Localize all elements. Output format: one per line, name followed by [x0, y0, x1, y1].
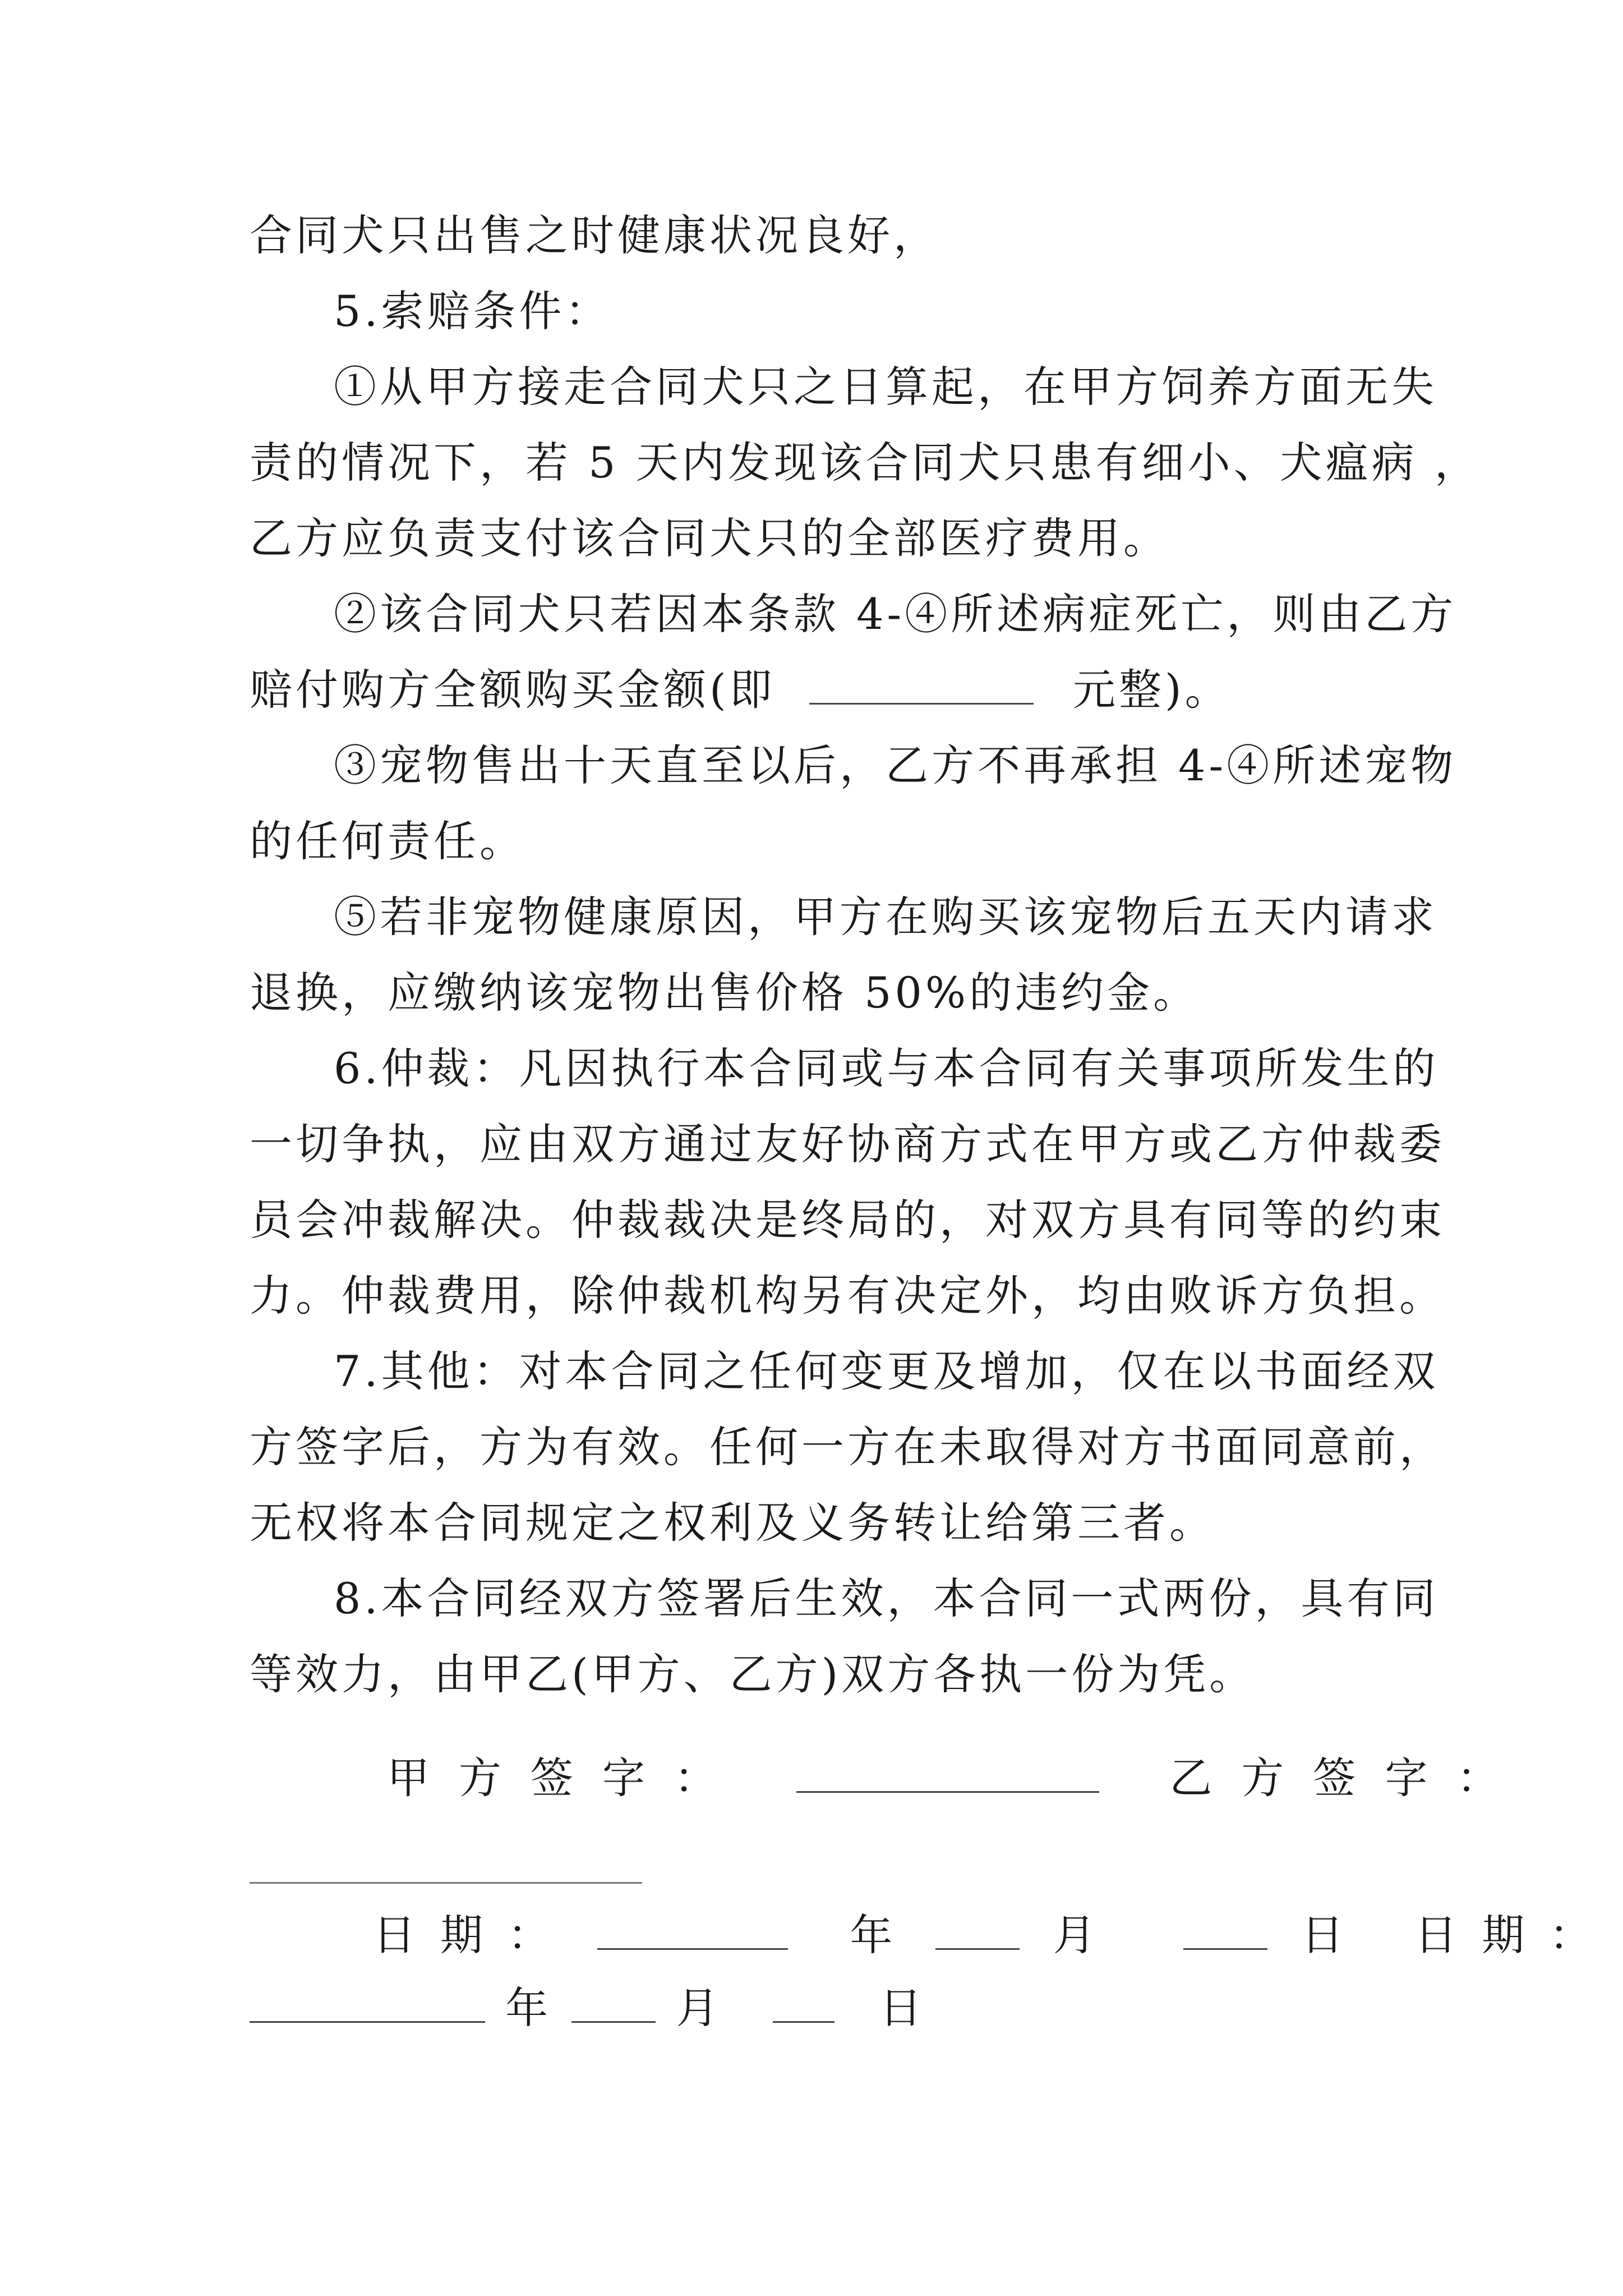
- paragraph-line: 责的情况下，若 5 天内发现该合同犬只患有细小、犬瘟病 ，: [250, 438, 1481, 487]
- paragraph-line: 的任何责任。: [250, 816, 525, 866]
- clause-7-line: 7.其他：对本合同之任何变更及增加，仅在以书面经双: [334, 1346, 1439, 1396]
- paragraph-line: ⑤若非宠物健康原因，甲方在购买该宠物后五天内请求: [334, 892, 1437, 942]
- paragraph-line: 无权将本合同规定之权利及义务转让给第三者。: [250, 1498, 1215, 1548]
- paragraph-line: 员会冲裁解决。仲裁裁决是终局的，对双方具有同等的约束: [250, 1195, 1445, 1245]
- paragraph-text: 赔付购方全额购买金额(即: [250, 665, 776, 715]
- paragraph-line: 乙方应负责支付该合同犬只的全部医疗费用。: [250, 513, 1169, 563]
- clause-6-line: 6.仲裁：凡因执行本合同或与本合同有关事项所发生的: [334, 1043, 1439, 1093]
- date-line-b: [250, 1980, 925, 2036]
- date-line: [373, 1907, 1616, 1963]
- month-label: 月: [676, 1983, 722, 2033]
- signature-line: [387, 1750, 1528, 1806]
- paragraph-line: 等效力，由甲乙(甲方、乙方)双方各执一份为凭。: [250, 1649, 1256, 1699]
- day-blank: [773, 1986, 834, 2023]
- party-b-signature-blank: [250, 1882, 642, 1884]
- month-blank: [935, 1913, 1020, 1950]
- paragraph-line: 退换，应缴纳该宠物出售价格 50%的违约金。: [250, 968, 1200, 1018]
- paragraph-line: ②该合同犬只若因本条款 4-④所述病症死亡，则由乙方: [334, 589, 1457, 639]
- month-blank: [571, 1986, 656, 2023]
- party-b-date-label: 日期：: [1414, 1910, 1617, 1960]
- month-label: 月: [1053, 1910, 1099, 1960]
- amount-blank: [809, 668, 1034, 705]
- paragraph-line: 力。仲裁费用，除仲裁机构另有决定外，均由败诉方负担。: [250, 1271, 1445, 1320]
- party-b-signature-label: 乙方签字：: [1169, 1753, 1529, 1803]
- year-blank: [597, 1913, 788, 1950]
- party-a-signature-label: 甲方签字：: [387, 1753, 746, 1803]
- year-label: 年: [850, 1910, 896, 1960]
- year-label: 年: [505, 1983, 552, 2033]
- day-blank: [1183, 1913, 1267, 1950]
- clause-8-line: 8.本合同经双方签署后生效，本合同一式两份，具有同: [334, 1573, 1439, 1623]
- paragraph-line: ①从甲方接走合同犬只之日算起，在甲方饲养方面无失: [334, 362, 1437, 412]
- paragraph-line: ③宠物售出十天直至以后，乙方不再承担 4-④所述宠物: [334, 740, 1457, 790]
- paragraph-line: 合同犬只出售之时健康状况良好，: [250, 210, 939, 260]
- paragraph-line: [250, 662, 1231, 718]
- clause-5-heading: 5.索赔条件：: [334, 286, 611, 336]
- paragraph-line: 一切争执，应由双方通过友好协商方式在甲方或乙方仲裁委: [250, 1119, 1445, 1169]
- paragraph-line: 方签字后，方为有效。任何一方在未取得对方书面同意前，: [250, 1422, 1445, 1472]
- day-label: 日: [879, 1983, 925, 2033]
- party-a-date-label: 日期：: [373, 1910, 575, 1960]
- paragraph-text: 元整)。: [1073, 665, 1231, 715]
- day-label: 日: [1301, 1910, 1348, 1960]
- party-a-signature-blank: [796, 1756, 1099, 1793]
- year-blank: [250, 1986, 485, 2023]
